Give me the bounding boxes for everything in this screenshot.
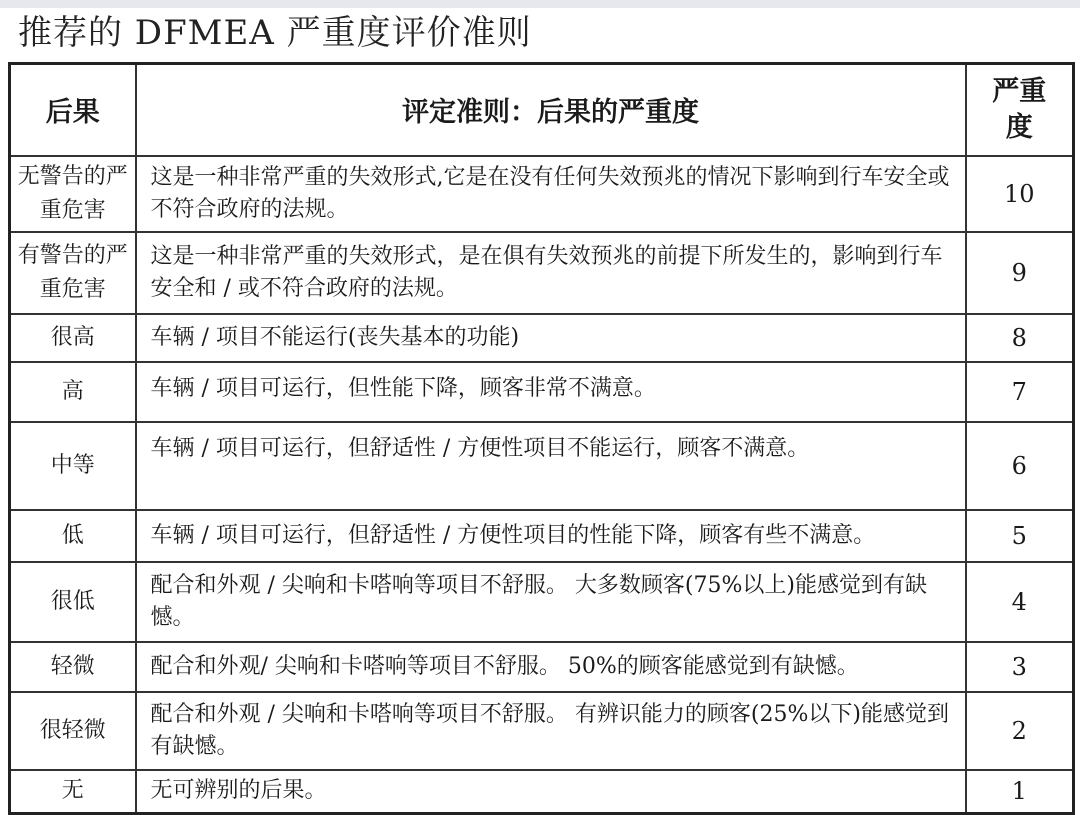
criteria-cell: 这是一种非常严重的失效形式,它是在没有任何失效预兆的情况下影响到行车安全或不符合政府的法规。 [136, 156, 966, 232]
criteria-cell: 车辆 / 项目可运行，但舒适性 / 方便性项目不能运行，顾客不满意。 [136, 422, 966, 510]
table-row [10, 314, 1074, 362]
effect-cell: 无警告的严重危害 [10, 156, 136, 232]
header-severity-line1: 严重 [992, 75, 1047, 107]
criteria-cell: 配合和外观/ 尖响和卡嗒响等项目不舒服。 50%的顾客能感觉到有缺憾。 [136, 642, 966, 692]
severity-rank-cell: 9 [966, 232, 1074, 314]
table-row [10, 562, 1074, 642]
criteria-cell: 这是一种非常严重的失效形式，是在俱有失效预兆的前提下所发生的，影响到行车安全和 / 或不符合政府的法规。 [136, 232, 966, 314]
header-severity-line2: 度 [1005, 111, 1033, 143]
effect-cell: 高 [10, 362, 136, 422]
criteria-cell: 无可辨别的后果。 [136, 770, 966, 814]
severity-rank-cell: 4 [966, 562, 1074, 642]
page-title: 推荐的 DFMEA 严重度评价准则 [18, 13, 532, 53]
effect-cell: 很轻微 [10, 692, 136, 770]
effect-cell: 很高 [10, 314, 136, 362]
header-criteria: 评定准则：后果的严重度 [136, 64, 966, 156]
table-row [10, 692, 1074, 770]
effect-cell: 轻微 [10, 642, 136, 692]
effect-cell: 有警告的严重危害 [10, 232, 136, 314]
table-header-row [10, 64, 1074, 156]
criteria-cell: 车辆 / 项目可运行，但舒适性 / 方便性项目的性能下降，顾客有些不满意。 [136, 510, 966, 562]
table-row [10, 770, 1074, 814]
effect-cell: 低 [10, 510, 136, 562]
severity-rank-cell: 6 [966, 422, 1074, 510]
severity-rank-cell: 10 [966, 156, 1074, 232]
severity-table-container [8, 62, 1072, 806]
severity-criteria-table [8, 62, 1075, 815]
severity-rank-cell: 3 [966, 642, 1074, 692]
severity-rank-cell: 5 [966, 510, 1074, 562]
severity-rank-cell: 8 [966, 314, 1074, 362]
severity-rank-cell: 2 [966, 692, 1074, 770]
severity-rank-cell: 1 [966, 770, 1074, 814]
criteria-cell: 配合和外观 / 尖响和卡嗒响等项目不舒服。 大多数顾客(75%以上)能感觉到有缺憾。 [136, 562, 966, 642]
top-band [0, 0, 1080, 8]
effect-cell: 中等 [10, 422, 136, 510]
severity-rank-cell: 7 [966, 362, 1074, 422]
table-row [10, 156, 1074, 232]
table-row [10, 510, 1074, 562]
effect-cell: 很低 [10, 562, 136, 642]
header-effect: 后果 [10, 64, 136, 156]
criteria-cell: 车辆 / 项目可运行，但性能下降，顾客非常不满意。 [136, 362, 966, 422]
header-severity [966, 64, 1074, 156]
table-row [10, 232, 1074, 314]
table-row [10, 362, 1074, 422]
criteria-cell: 车辆 / 项目不能运行(丧失基本的功能) [136, 314, 966, 362]
effect-cell: 无 [10, 770, 136, 814]
criteria-cell: 配合和外观 / 尖响和卡嗒响等项目不舒服。 有辨识能力的顾客(25%以下)能感觉到有缺憾。 [136, 692, 966, 770]
table-row [10, 422, 1074, 510]
table-row [10, 642, 1074, 692]
